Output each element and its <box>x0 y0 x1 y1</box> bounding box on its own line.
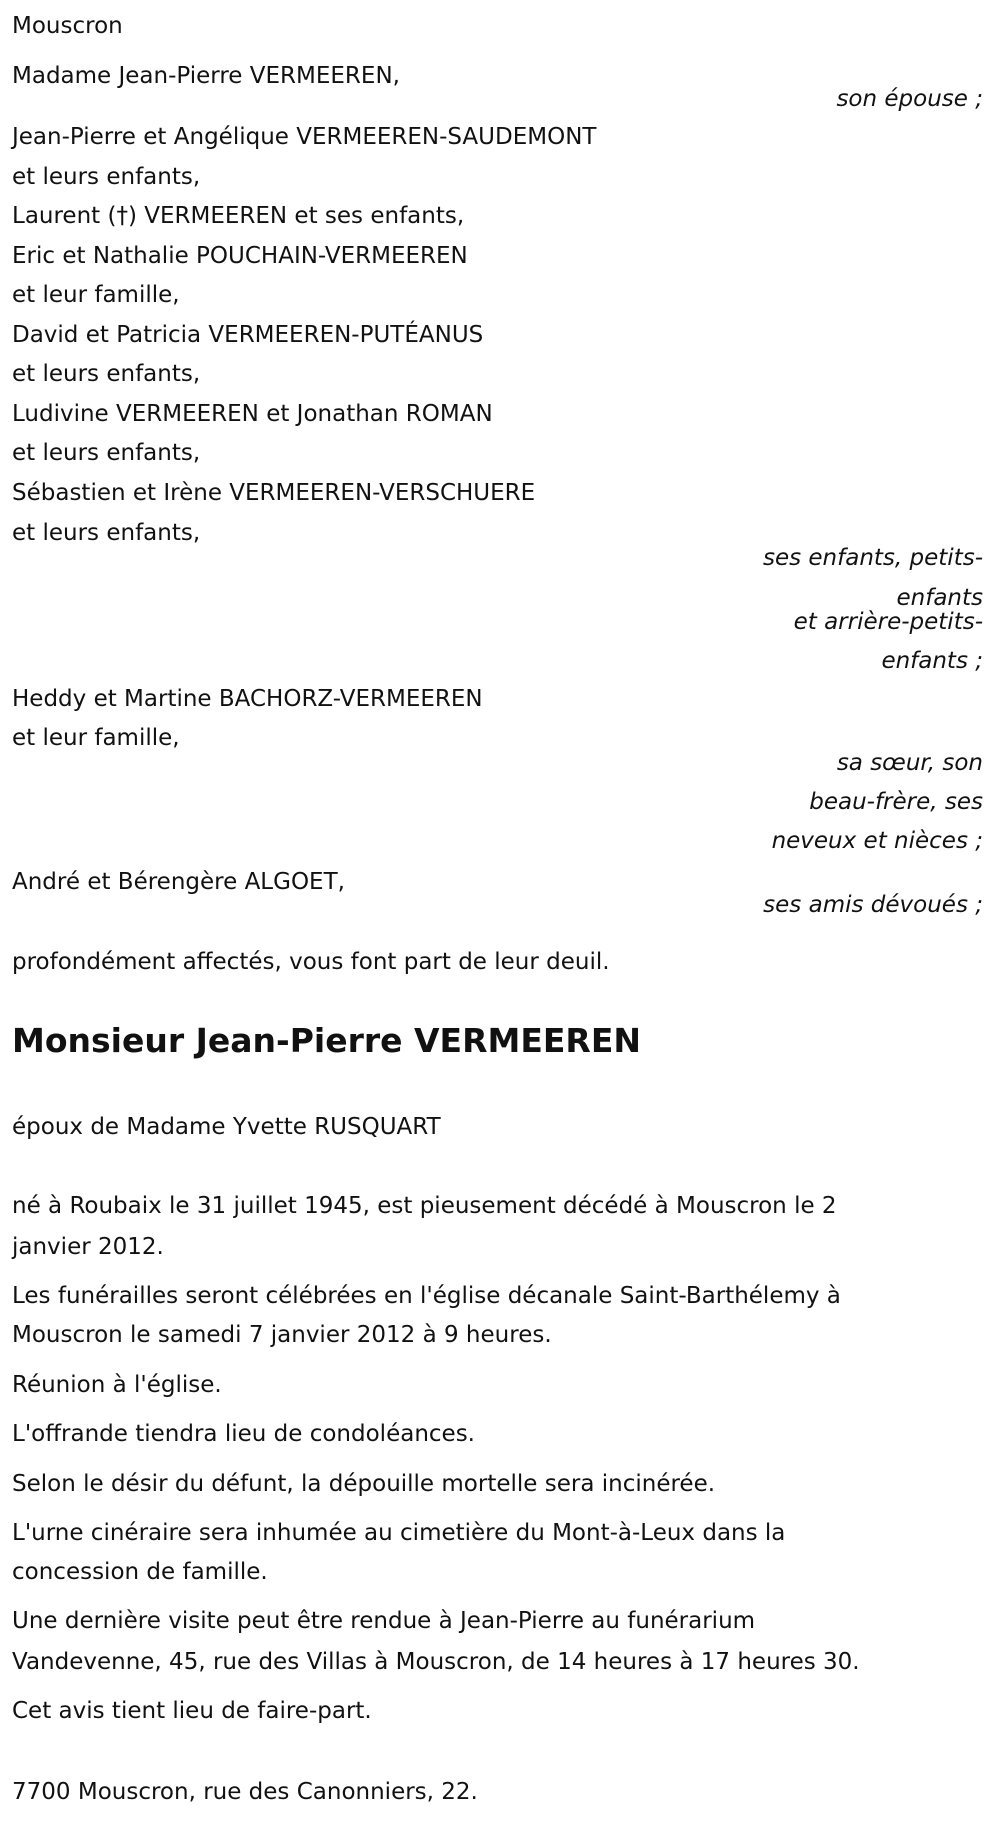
body-line: Les funérailles seront célébrées en l'église décanale Saint-Barthélemy à <box>12 1283 841 1309</box>
family-line: André et Bérengère ALGOET, <box>12 869 345 895</box>
family-line: David et Patricia VERMEEREN-PUTÉANUS <box>12 322 484 348</box>
spouse-line: époux de Madame Yvette RUSQUART <box>12 1114 441 1140</box>
family-line: et leurs enfants, <box>12 440 201 466</box>
family-line: Sébastien et Irène VERMEEREN-VERSCHUERE <box>12 480 536 506</box>
place: Mouscron <box>12 13 123 39</box>
family-line: Heddy et Martine BACHORZ-VERMEEREN <box>12 686 483 712</box>
body-line: Vandevenne, 45, rue des Villas à Mouscron, de 14 heures à 17 heures 30. <box>12 1649 860 1675</box>
body-line: L'urne cinéraire sera inhumée au cimetière du Mont-à-Leux dans la <box>12 1520 786 1546</box>
relation: enfants ; <box>881 648 983 674</box>
body-line: Réunion à l'église. <box>12 1372 222 1398</box>
body-line: Cet avis tient lieu de faire-part. <box>12 1698 372 1724</box>
family-line: Jean-Pierre et Angélique VERMEEREN-SAUDEMONT <box>12 124 597 150</box>
family-line: et leurs enfants, <box>12 361 201 387</box>
family-line: Madame Jean-Pierre VERMEEREN, <box>12 63 400 89</box>
body-line: concession de famille. <box>12 1559 268 1585</box>
body-line: L'offrande tiendra lieu de condoléances. <box>12 1421 475 1447</box>
body-line: Une dernière visite peut être rendue à Jean-Pierre au funérarium <box>12 1608 756 1634</box>
family-line: et leur famille, <box>12 725 180 751</box>
family-line: Eric et Nathalie POUCHAIN-VERMEEREN <box>12 243 468 269</box>
relation: beau-frère, ses <box>809 789 983 815</box>
address: 7700 Mouscron, rue des Canonniers, 22. <box>12 1779 478 1805</box>
relation: enfants <box>896 585 983 611</box>
relation: ses enfants, petits- <box>762 545 983 571</box>
family-line: et leurs enfants, <box>12 164 201 190</box>
body-line: janvier 2012. <box>12 1234 164 1260</box>
relation: ses amis dévoués ; <box>763 892 983 918</box>
relation: sa sœur, son <box>836 750 983 776</box>
family-line: Laurent (†) VERMEEREN et ses enfants, <box>12 203 465 229</box>
body-line: Selon le désir du défunt, la dépouille mortelle sera incinérée. <box>12 1471 716 1497</box>
relation: neveux et nièces ; <box>771 828 983 854</box>
body-line: né à Roubaix le 31 juillet 1945, est pieusement décédé à Mouscron le 2 <box>12 1193 837 1219</box>
family-line: Ludivine VERMEEREN et Jonathan ROMAN <box>12 401 493 427</box>
deceased-name: Monsieur Jean-Pierre VERMEEREN <box>12 1021 641 1060</box>
family-line: et leurs enfants, <box>12 520 201 546</box>
family-line: et leur famille, <box>12 282 180 308</box>
body-line: Mouscron le samedi 7 janvier 2012 à 9 heures. <box>12 1322 552 1348</box>
relation: son épouse ; <box>836 86 983 112</box>
relation: et arrière-petits- <box>793 609 983 635</box>
announcement: profondément affectés, vous font part de leur deuil. <box>12 949 610 975</box>
